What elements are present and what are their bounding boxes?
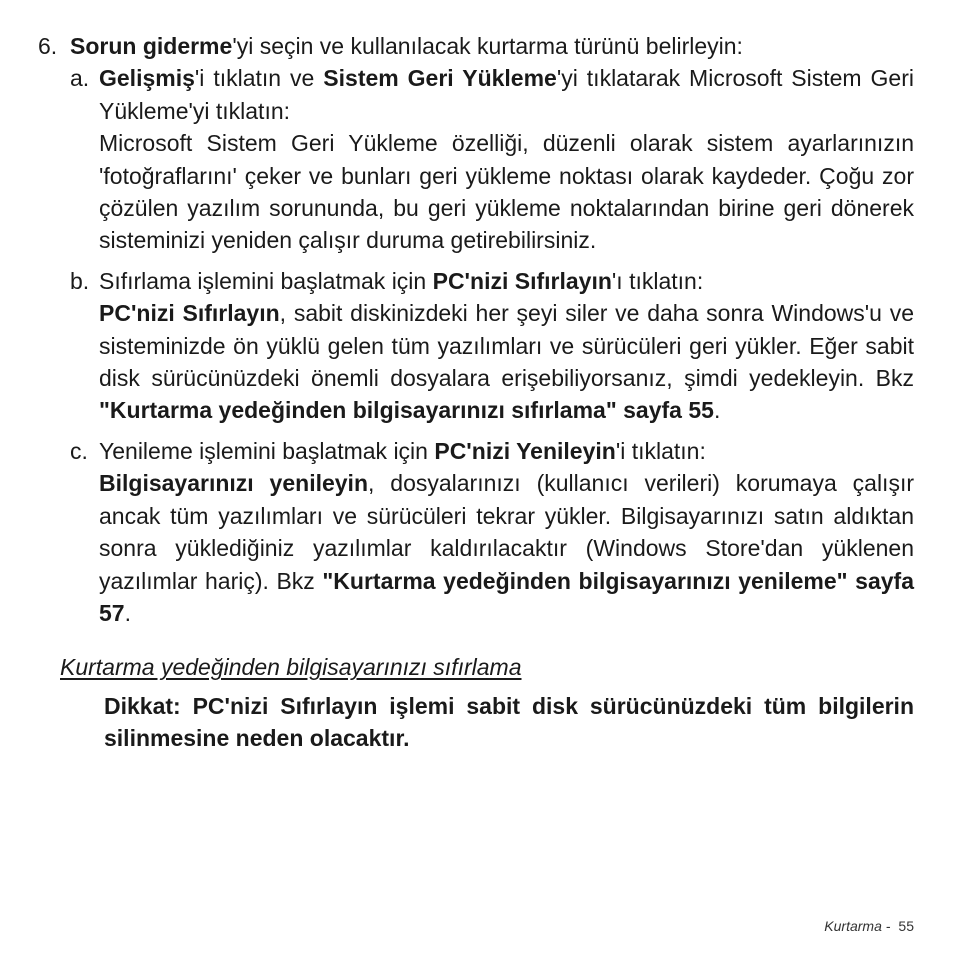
keyword-reset-pc: PC'nizi Sıfırlayın xyxy=(432,267,612,294)
substep-a-letter: a. xyxy=(70,65,90,92)
footer-chapter-label: Kurtarma - xyxy=(824,918,891,934)
substep-c xyxy=(0,435,954,629)
substep-b-description xyxy=(99,297,914,427)
text-segment: , dosyalarınızı (kullanıcı verileri) korumaya çalışır ancak tüm yazılımları ve sürücüleri tekrar yükler. Bilgisayarınızı satın aldıktan sonra yüklediğiniz yazılımlar kaldırılacaktır (Windows Store'dan yüklenen yazılımlar hariç). Bkz xyxy=(99,470,914,594)
substep-b xyxy=(0,265,954,427)
text-segment: 'ı tıklatın: xyxy=(611,267,704,294)
substep-a-description: Microsoft Sistem Geri Yükleme özelliği, düzenli olarak sistem ayarlarınızın 'fotoğraflarını' çeker ve bunları geri yükleme noktası olarak kaydeder. Çoğu zor çözülen yazılım sorununda, bu geri yükleme noktalarından birine geri dönerek sisteminizi yeniden çalışır duruma getirebilirsiniz. xyxy=(99,130,914,254)
text-segment: . xyxy=(713,397,721,424)
text-segment: 'yi tıklatarak Microsoft Sistem Geri Yükleme'yi tıklatın: xyxy=(99,65,914,124)
text-segment: 'i tıklatın: xyxy=(615,437,706,464)
keyword-system-restore: Sistem Geri Yükleme xyxy=(323,65,557,92)
warning-note: Dikkat: PC'nizi Sıfırlayın işlemi sabit disk sürücünüzdeki tüm bilgilerin silinmesine neden olacaktır. xyxy=(104,692,914,752)
section-heading: Kurtarma yedeğinden bilgisayarınızı sıfırlama xyxy=(60,654,522,681)
keyword-reset-pc: PC'nizi Sıfırlayın xyxy=(99,300,280,327)
substep-a-instruction xyxy=(99,62,914,127)
substep-b-instruction xyxy=(99,265,914,297)
step-6-text: 'yi seçin ve kullanılacak kurtarma türünü belirleyin: xyxy=(232,33,743,59)
step-6-keyword: Sorun giderme xyxy=(70,33,233,59)
cross-reference-reset: "Kurtarma yedeğinden bilgisayarınızı sıfırlama" sayfa 55 xyxy=(99,397,714,424)
text-segment: . xyxy=(124,599,131,626)
text-segment: Yenileme işlemini başlatmak için xyxy=(99,437,435,464)
substep-b-letter: b. xyxy=(70,267,90,294)
keyword-refresh-computer: Bilgisayarınızı yenileyin xyxy=(99,470,368,497)
step-number: 6. xyxy=(38,33,58,59)
text-segment: , sabit diskinizdeki her şeyi siler ve daha sonra Windows'u ve sisteminizde ön yüklü gelen tüm yazılımları ve sürücüleri geri yükler. Eğer sabit disk sürücünüzdeki önemli dosyalara erişebiliyorsanız, şimdi yedekleyin. Bkz xyxy=(99,300,914,392)
text-segment: 'i tıklatın ve xyxy=(194,65,324,92)
text-segment: Sıfırlama işlemini başlatmak için xyxy=(99,267,433,294)
step-6 xyxy=(0,30,954,62)
substep-c-instruction xyxy=(99,435,914,467)
document-page xyxy=(0,30,954,755)
page-number: 55 xyxy=(898,918,914,934)
substep-c-letter: c. xyxy=(70,437,88,464)
substep-a xyxy=(0,62,954,256)
cross-reference-refresh: "Kurtarma yedeğinden bilgisayarınızı yenileme" sayfa 57 xyxy=(99,567,914,626)
substep-c-description xyxy=(99,467,914,629)
keyword-advanced: Gelişmiş xyxy=(99,65,195,92)
page-footer xyxy=(824,916,914,936)
keyword-refresh-pc: PC'nizi Yenileyin xyxy=(434,437,616,464)
